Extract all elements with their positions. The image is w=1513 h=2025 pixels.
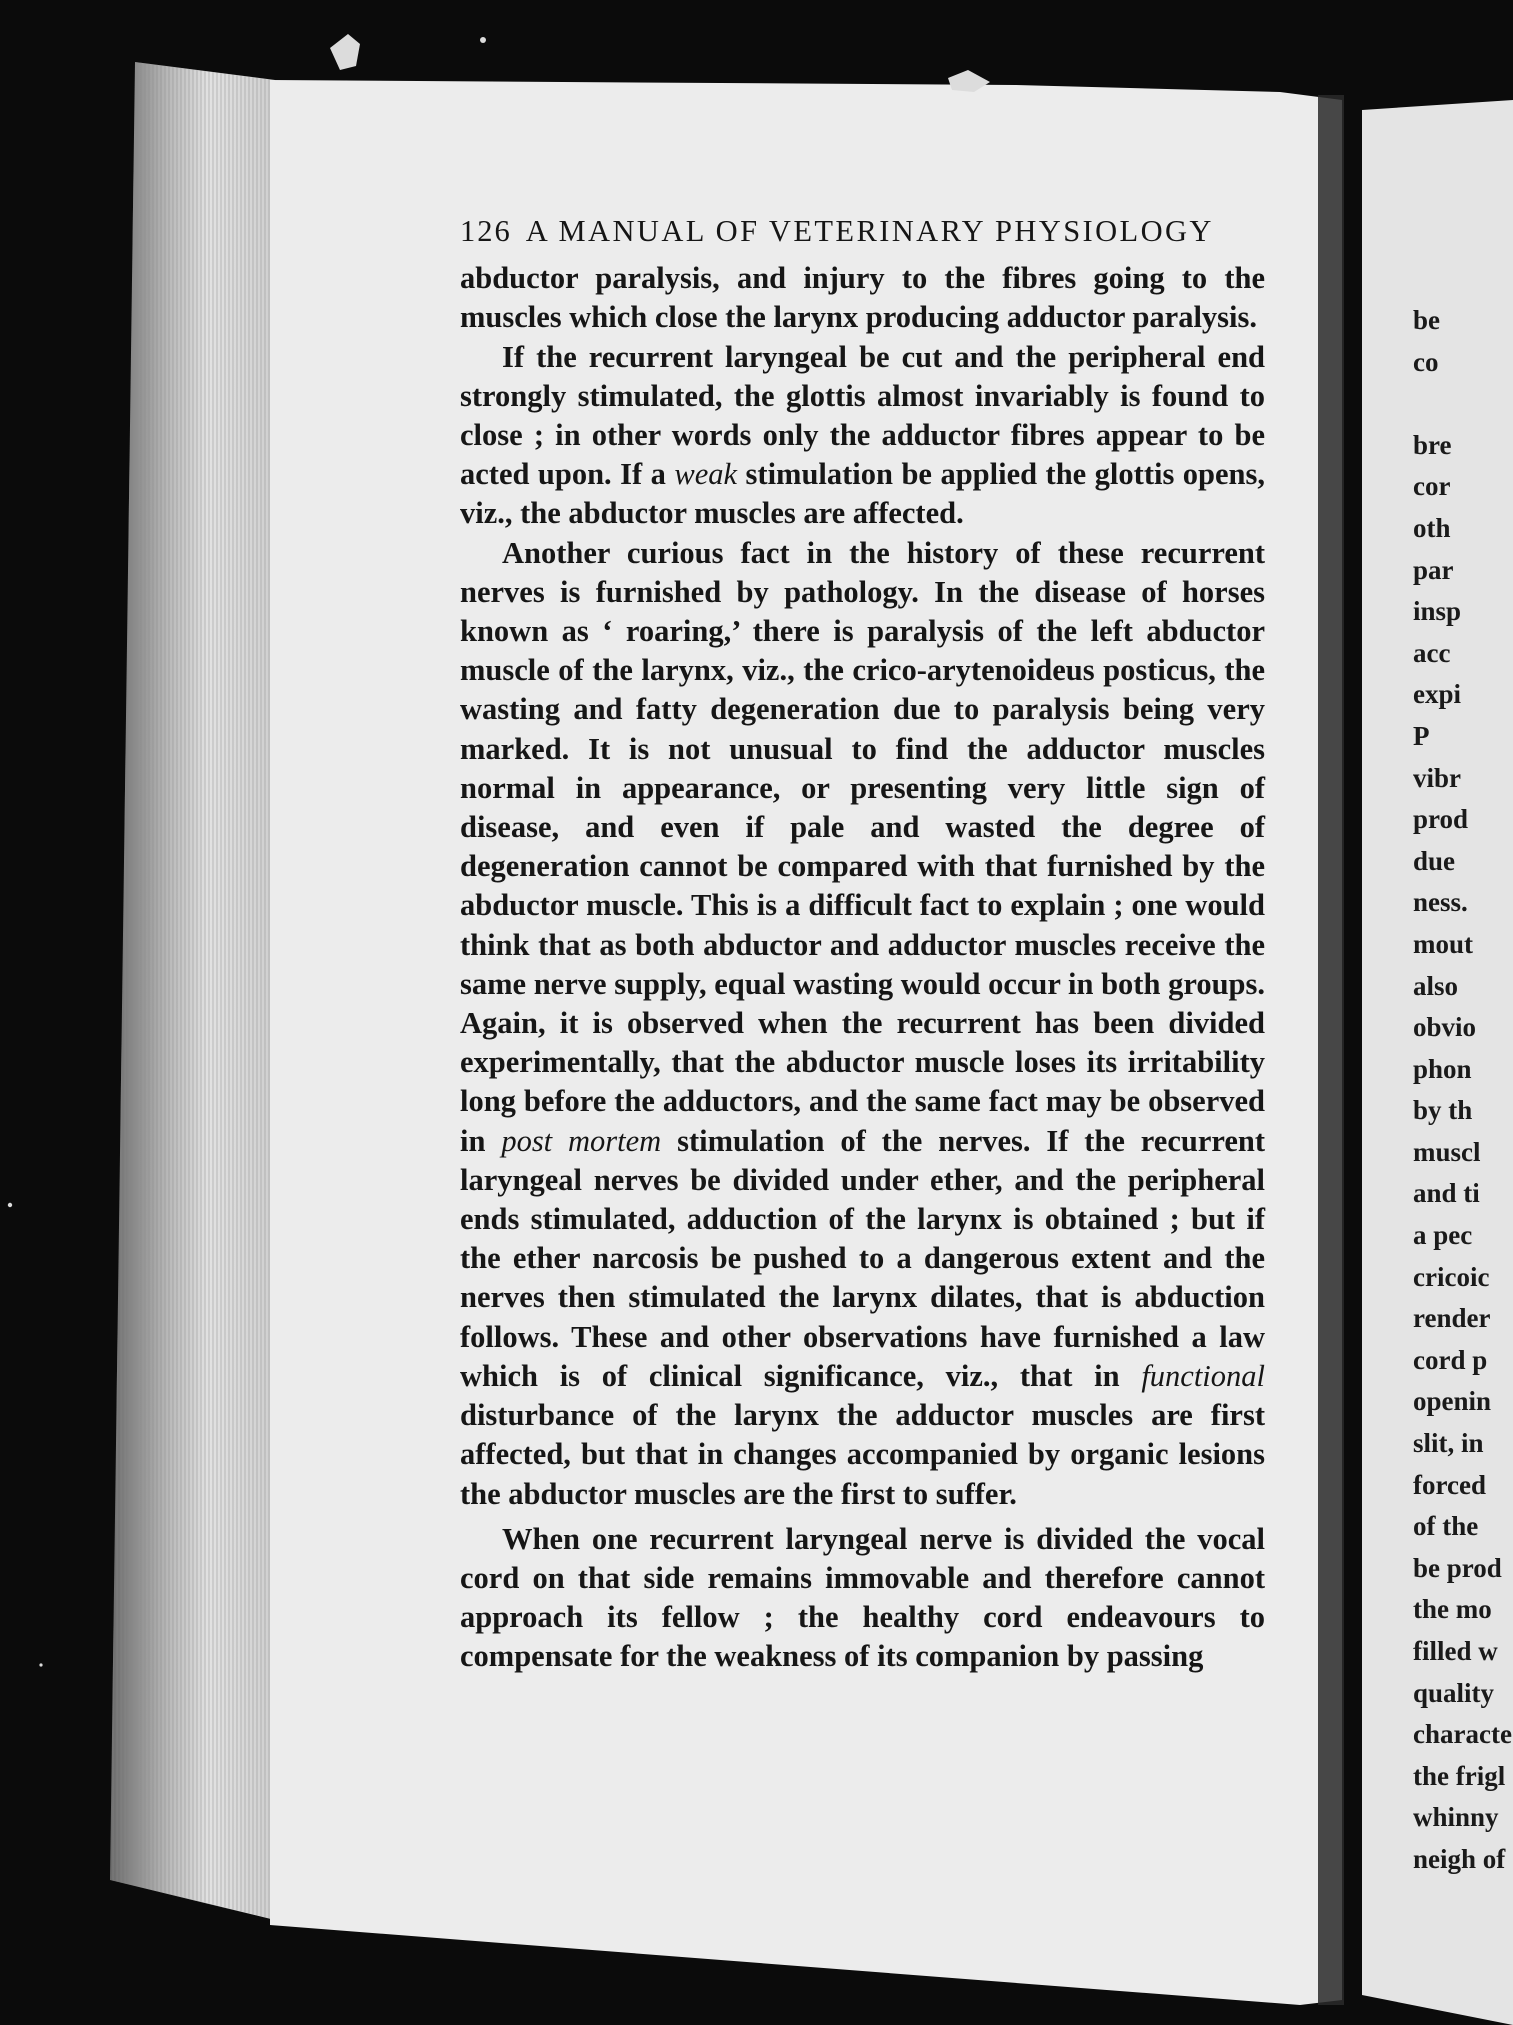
- facing-page-line: prod: [1413, 804, 1469, 835]
- facing-page-line: whinny: [1413, 1802, 1499, 1833]
- facing-page-line: a pec: [1413, 1220, 1473, 1251]
- facing-page-line: openin: [1413, 1386, 1492, 1417]
- facing-page-line: obvio: [1413, 1012, 1477, 1043]
- facing-page-line: due: [1413, 845, 1456, 876]
- facing-page-line: forced: [1413, 1469, 1486, 1500]
- page-stack-edge: [110, 62, 275, 1920]
- facing-page-line: mout: [1413, 928, 1473, 959]
- italic-text: post mortem: [501, 1123, 662, 1158]
- facing-page-text: [1413, 300, 1513, 1881]
- facing-page-line: slit, in: [1413, 1428, 1484, 1459]
- facing-page-line: by th: [1413, 1095, 1473, 1126]
- main-text: [460, 212, 1265, 1677]
- facing-page-line: cricoic: [1413, 1261, 1490, 1292]
- facing-page-line: bre: [1413, 429, 1452, 460]
- italic-text: functional: [1141, 1358, 1265, 1393]
- page-number: 126: [460, 214, 512, 248]
- facing-page-line: quality: [1413, 1677, 1495, 1708]
- facing-page-line: the mo: [1413, 1594, 1492, 1625]
- paragraph-text: disturbance of the larynx the adductor muscles are first affected, but that in changes accompanied by organic lesions the abductor muscles are the first to suffer.: [460, 1398, 1265, 1511]
- paragraph-text: When one recurrent laryngeal nerve is divided the vocal cord on that side remains immovable and therefore cannot approach its fellow ; the healthy cord endeavours to compensate for the weakness of its companion by passing: [460, 1521, 1265, 1674]
- facing-page-line: the frigl: [1413, 1760, 1506, 1791]
- facing-page-line: be: [1413, 305, 1440, 335]
- facing-page-line: ness.: [1413, 887, 1468, 918]
- facing-page-line: insp: [1413, 596, 1462, 627]
- facing-page-line: co: [1413, 346, 1439, 377]
- italic-text: weak: [674, 457, 738, 492]
- facing-page-line: also: [1413, 970, 1459, 1001]
- paragraph-text: Another curious fact in the history of these recurrent nerves is furnished by pathology. In the disease of horses known as ‘ roaring,’ there is paralysis of the left abductor muscle of the larynx, viz., the crico-arytenoideus posticus, the wasting and fatty degeneration due to paralysis being very marked. It is not unusual to find the adductor muscles normal in appearance, or presenting very little sign of disease, and even if pale and wasted the degree of degeneration cannot be compared with that furnished by the abductor muscle. This is a difficult fact to explain ; one would think that as both abductor and adductor muscles receive the same nerve supply, equal wasting would occur in both groups. Again, it is observed when the recurrent has been divided experimentally, that the abductor muscle loses its irritability long before the adductors, and the same fact may be observed in: [460, 535, 1265, 1158]
- paragraph: [460, 338, 1265, 534]
- facing-page-line: muscl: [1413, 1136, 1481, 1167]
- facing-page-line: be prod: [1413, 1552, 1502, 1583]
- paragraph-text: stimulation be applied the glottis opens, viz., the abductor muscles are affected.: [460, 457, 1266, 531]
- facing-page-line: P: [1413, 720, 1430, 751]
- facing-page-line: neigh of: [1413, 1843, 1506, 1874]
- facing-page-line: acc: [1413, 637, 1451, 668]
- facing-page-line: and ti: [1413, 1178, 1480, 1209]
- facing-page-line: oth: [1413, 512, 1451, 543]
- facing-page-line: filled w: [1413, 1636, 1498, 1666]
- paragraph-text: stimulation of the nerves. If the recurrent laryngeal nerves be divided under ether, and the peripheral ends stimulated, adduction of the larynx is obtained ; but if the ether narcosis be pushed to a dangerous extent and the nerves then stimulated the larynx dilates, that is abduction follows. These and other observations have furnished a law which is of clinical significance, viz., that in: [460, 1123, 1266, 1393]
- paragraph: [460, 534, 1265, 1514]
- facing-page-line: phon: [1413, 1053, 1472, 1084]
- facing-page-line: expi: [1413, 679, 1462, 710]
- facing-page-line: cord p: [1413, 1344, 1488, 1375]
- body-text: [460, 259, 1265, 1676]
- running-title: A MANUAL OF VETERINARY PHYSIOLOGY: [525, 214, 1214, 248]
- facing-page-line: par: [1413, 554, 1454, 585]
- facing-page-line: of the: [1413, 1511, 1479, 1542]
- facing-page-line: render: [1413, 1303, 1491, 1334]
- facing-page-line: vibr: [1413, 762, 1462, 793]
- paragraph: [460, 259, 1265, 337]
- facing-page-line: [1413, 383, 1513, 425]
- running-head: [460, 212, 1265, 251]
- paragraph-text: abductor paralysis, and injury to the fibres going to the muscles which close the larynx producing adductor paralysis.: [460, 261, 1265, 335]
- paragraph-text: If the recurrent laryngeal be cut and the peripheral end strongly stimulated, the glottis almost invariably is found to close ; in other words only the adductor fibres appear to be acted upon. If a: [460, 339, 1265, 492]
- facing-page-line: characte: [1413, 1719, 1512, 1750]
- facing-page-line: cor: [1413, 471, 1451, 502]
- paragraph: [460, 1520, 1265, 1677]
